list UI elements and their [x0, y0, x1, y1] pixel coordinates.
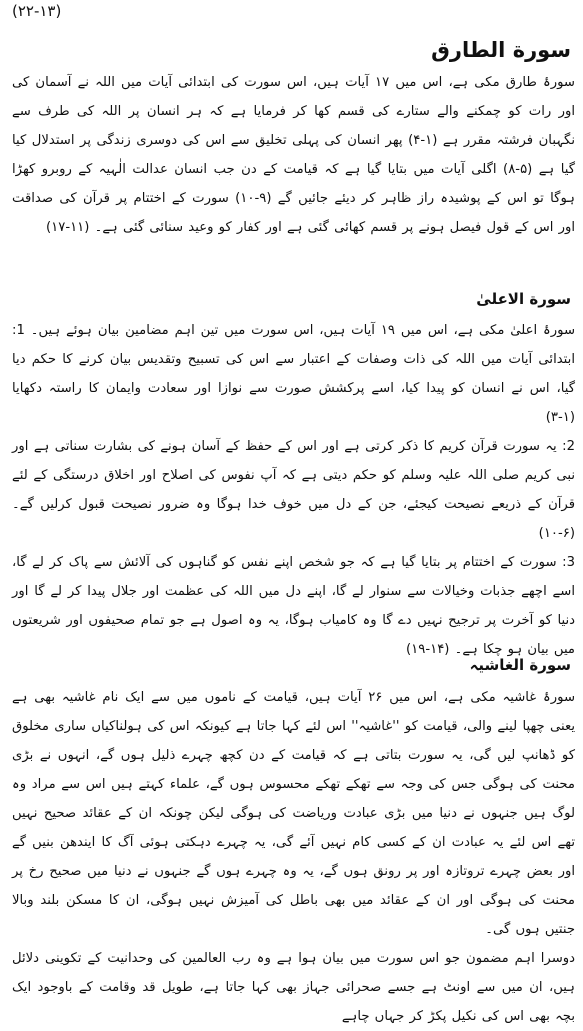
paragraph: دوسرا اہم مضمون جو اس سورت میں بیان ہوا ہے وہ رب العالمین کی وحدانیت کے تکوینی دلائل ہیں، ان میں سے اونٹ ہے جسے صحرائی جہاز بھی کہا جاتا ہے، طویل قد وقامت کے باوجود ایک بچہ بھی اس کی نکیل پکڑ کر جہاں چاہے	[12, 951, 575, 1024]
document-page	[12, 0, 576, 1024]
section-body-al-ala	[12, 316, 575, 664]
section-body-at-tariq	[12, 68, 575, 242]
section-heading-al-ala: سورة الاعلیٰ	[476, 290, 571, 308]
paragraph: 2: یہ سورت قرآن کریم کا ذکر کرتی ہے اور اس کے حفظ کے آسان ہونے کی بشارت سناتی ہے اور نبی کریم صلی اللہ علیہ وسلم کو حکم دیتی ہے کہ آپ نفوس کی اصلاح اور اخلاق درستگی کے لئے قرآن کے ذریعے نصیحت کیجئے، جن کے دل میں خوف خدا ہوگا وہ ضرور نصیحت قبول کرلیں گے۔ (۶-۱۰)	[12, 439, 575, 541]
section-heading-at-tariq: سورة الطارق	[431, 38, 571, 62]
paragraph: سورۂ طارق مکی ہے، اس میں ۱۷ آیات ہیں، اس سورت کی ابتدائی آیات میں اللہ نے آسمان کی اور رات کو چمکنے والے ستارے کی قسم کھا کر فرمایا ہے کہ ہر انسان پر اللہ کی طرف سے نگہبان فرشتہ مقرر ہے (۱-۴) پھر انسان کی پہلی تخلیق سے اس کی دوسری زندگی پر استدلال کیا گیا ہے (۵-۸) اگلی آیات میں بتایا گیا ہے کہ قیامت کے دن جب انسان عدالت الٰہیہ کے روبرو کھڑا ہوگا تو اس کے پوشیدہ راز ظاہر کر دیئے جائیں گے (۹-۱۰) سورت کے اختتام پر قرآن کی صداقت اور اس کے قول فیصل ہونے پر قسم کھائی گئی ہے اور کفار کو وعید سنائی گئی ہے۔ (۱۱-۱۷)	[12, 75, 576, 235]
paragraph: 3: سورت کے اختتام پر بتایا گیا ہے کہ جو شخص اپنے نفس کو گناہوں کی آلائش سے پاک کر لے گا، اسے اچھے جذبات وخیالات سے سنوار لے گا، اپنے دل میں اللہ کی عظمت اور جلال پیدا کر لے گا اور دنیا کو آخرت پر ترجیح نہیں دے گا وہ کامیاب ہوگا، یہ وہ اصول ہے جو تمام صحیفوں اور شریعتوں میں بیان ہو چکا ہے۔ (۱۴-۱۹)	[12, 555, 575, 657]
section-body-al-ghashiyah	[12, 683, 575, 1031]
paragraph: سورۂ غاشیہ مکی ہے، اس میں ۲۶ آیات ہیں، قیامت کے ناموں میں سے ایک نام غاشیہ بھی ہے یعنی چھپا لینے والی، قیامت کو ''غاشیہ'' اس لئے کہا جاتا ہے کیونکہ اس کی ہولناکیاں ساری مخلوق کو ڈھانپ لیں گی، یہ سورت بتاتی ہے کہ قیامت کے دن کچھ چہرے ذلیل ہوں گے، انہوں نے بڑی محنت کی ہوگی جس کی وجہ سے تھکے تھکے محسوس ہوں گے، علماء کہتے ہیں اس سے مراد وہ لوگ ہیں جنہوں نے دنیا میں بڑی عبادت وریاضت کی ہوگی لیکن چونکہ ان کے عقائد صحیح نہیں تھے اس لئے یہ عبادت ان کے کسی کام نہیں آئے گی، یہ چہرے دہکتی ہوئی آگ کا ایندھن بنیں گے اور بعض چہرے تروتازہ اور پر رونق ہوں گے، یہ وہ چہرے ہوں گے جنہوں نے دنیا میں صحیح رخ پر محنت کی ہوگی اور ان کے عقائد میں بھی باطل کی آمیزش نہیں ہوگی، ان کا مسکن بلند وبالا جنتیں ہوں گی۔	[12, 690, 575, 937]
section-heading-al-ghashiyah: سورة الغاشیہ	[469, 656, 571, 674]
page-number: (۲۲-۱۳)	[12, 2, 62, 20]
paragraph: سورۂ اعلیٰ مکی ہے، اس میں ۱۹ آیات ہیں، اس سورت میں تین اہم مضامین بیان ہوئے ہیں۔ 1: ابتدائی آیات میں اللہ کی ذات وصفات کے اعتبار سے اس کی تسبیح وتقدیس بیان کرنے کا حکم دیا گیا، اس نے انسان کو پیدا کیا، اسے پرکشش صورت سے نوازا اور سعادت وایمان کا راستہ دکھایا (۱-۳)	[12, 323, 575, 425]
